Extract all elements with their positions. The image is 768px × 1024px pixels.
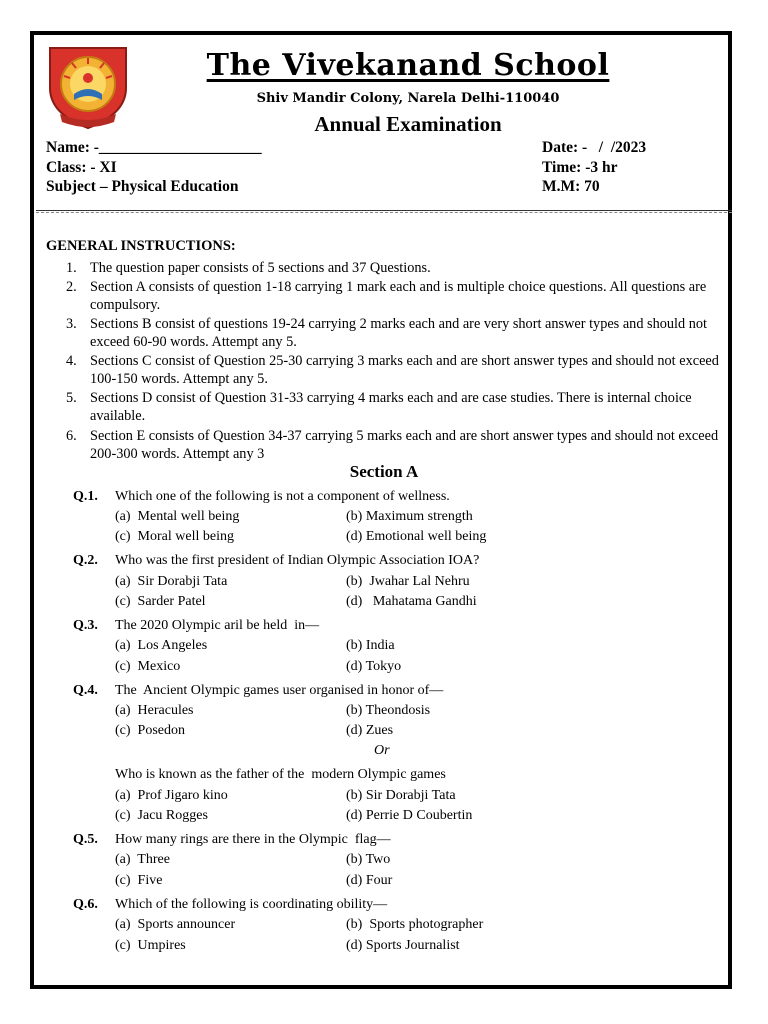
option-c: (c) Posedon (115, 723, 185, 738)
option-d: (d) Sports Journalist (346, 938, 460, 953)
name-field: Name: -_____________________ (46, 139, 262, 156)
instruction-number: 2. (66, 279, 77, 295)
option-b: (b) India (346, 638, 395, 653)
or-divider: Or (374, 743, 390, 758)
instruction-item (66, 278, 726, 314)
option-b: (b) Theondosis (346, 703, 431, 718)
instruction-number: 5. (66, 390, 77, 406)
instructions-heading: GENERAL INSTRUCTIONS: (46, 238, 236, 254)
option-a: (a) Sports announcer (115, 917, 236, 932)
option-a: (a) Three (115, 852, 170, 867)
instruction-number: 4. (66, 353, 77, 369)
option-b: (b) Sports photographer (346, 917, 484, 932)
school-crest-icon (40, 44, 136, 132)
subject-field: Subject – Physical Education (46, 178, 239, 195)
instruction-text: The question paper consists of 5 sections and 37 Questions. (90, 260, 431, 276)
header-divider (36, 210, 732, 211)
option-b: (b) Maximum strength (346, 509, 473, 524)
question-text: The 2020 Olympic aril be held in— (115, 618, 320, 633)
option-a: (a) Sir Dorabji Tata (115, 574, 228, 589)
header-divider-dashed (36, 212, 732, 213)
option-b: (b) Sir Dorabji Tata (346, 788, 456, 803)
instruction-number: 3. (66, 316, 77, 332)
instruction-text: Section A consists of question 1-18 carrying 1 mark each and is multiple choice questions. All questions are compulsory. (90, 279, 707, 313)
option-d: (d) Zues (346, 723, 394, 738)
option-b: (b) Two (346, 852, 391, 867)
question-number: Q.4. (73, 683, 98, 698)
option-d: (d) Mahatama Gandhi (346, 594, 477, 609)
instruction-number: 1. (66, 260, 77, 276)
alt-question-text: Who is known as the father of the modern Olympic games (115, 767, 446, 782)
question-number: Q.3. (73, 618, 98, 633)
option-a: (a) Heracules (115, 703, 194, 718)
question-text: The Ancient Olympic games user organised in honor of— (115, 683, 444, 698)
class-field: Class: - XI (46, 159, 117, 176)
question-number: Q.2. (73, 553, 98, 568)
instruction-item (66, 352, 726, 388)
exam-title: Annual Examination (314, 112, 502, 136)
instruction-item (66, 389, 726, 425)
option-a: (a) Mental well being (115, 509, 240, 524)
option-c: (c) Jacu Rogges (115, 808, 208, 823)
question-number: Q.1. (73, 489, 98, 504)
option-d: (d) Emotional well being (346, 529, 487, 544)
option-d: (d) Four (346, 873, 393, 888)
question-text: Which of the following is coordinating obility— (115, 897, 388, 912)
instruction-item (66, 259, 726, 277)
option-c: (c) Mexico (115, 659, 181, 674)
instruction-number: 6. (66, 428, 77, 444)
question-number: Q.5. (73, 832, 98, 847)
question-text: Which one of the following is not a component of wellness. (115, 489, 450, 504)
date-field: Date: - / /2023 (542, 139, 647, 156)
question-text: Who was the first president of Indian Olympic Association IOA? (115, 553, 480, 568)
option-c: (c) Umpires (115, 938, 186, 953)
question-text: How many rings are there in the Olympic flag— (115, 832, 391, 847)
option-c: (c) Moral well being (115, 529, 234, 544)
instruction-text: Sections B consist of questions 19-24 carrying 2 marks each and are very short answer types and should not exceed 60-90 words. Attempt any 5. (90, 316, 708, 350)
school-address: Shiv Mandir Colony, Narela Delhi-110040 (256, 91, 560, 106)
instruction-text: Sections D consist of Question 31-33 carrying 4 marks each and are case studies. There is internal choice available. (90, 390, 692, 424)
question-number: Q.6. (73, 897, 98, 912)
section-a-title: Section A (349, 462, 419, 481)
option-b: (b) Jwahar Lal Nehru (346, 574, 470, 589)
option-a: (a) Prof Jigaro kino (115, 788, 228, 803)
option-c: (c) Five (115, 873, 163, 888)
instruction-text: Section E consists of Question 34-37 carrying 5 marks each and are short answer types and should not exceed 200-300 words. Attempt any 3 (90, 428, 719, 462)
instruction-item (66, 427, 726, 463)
option-d: (d) Perrie D Coubertin (346, 808, 473, 823)
instruction-item (66, 315, 726, 351)
option-a: (a) Los Angeles (115, 638, 208, 653)
instruction-text: Sections C consist of Question 25-30 carrying 3 marks each and are short answer types and should not exceed 100-150 words. Attempt any 5. (90, 353, 719, 387)
max-marks-field: M.M: 70 (542, 178, 600, 195)
option-d: (d) Tokyo (346, 659, 402, 674)
option-c: (c) Sarder Patel (115, 594, 206, 609)
time-field: Time: -3 hr (542, 159, 618, 176)
school-name: The Vivekanand School (206, 48, 610, 83)
